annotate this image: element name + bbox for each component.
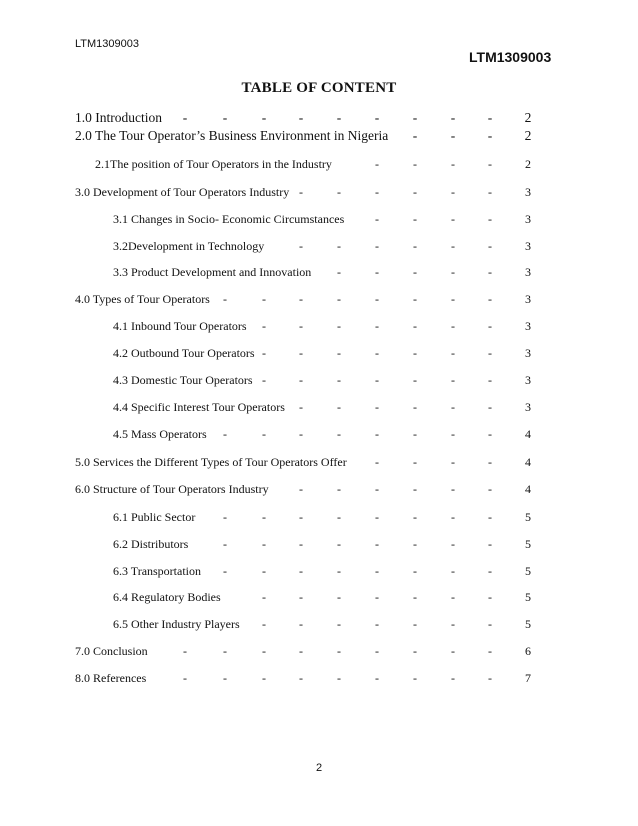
toc-entry	[0, 109, 638, 127]
toc-entry	[0, 127, 638, 145]
toc-entry	[0, 480, 638, 498]
toc-leader-dash: -	[337, 319, 341, 333]
toc-entry-label: 4.5 Mass Operators	[113, 427, 207, 441]
toc-leader-dash: -	[223, 564, 227, 578]
toc-leader-dash: -	[375, 212, 379, 226]
toc-leader-dash: -	[337, 564, 341, 578]
toc-entry	[0, 642, 638, 660]
toc-leader-dash: -	[488, 617, 492, 631]
toc-leader-dash: -	[223, 671, 227, 685]
toc-leader-dash: -	[413, 510, 417, 524]
toc-entry-label: 3.1 Changes in Socio- Economic Circumstances	[113, 212, 345, 226]
toc-entry-page: 6	[525, 644, 531, 658]
toc-leader-dash: -	[488, 346, 492, 360]
toc-leader-dash: -	[299, 644, 303, 658]
toc-entry	[0, 183, 638, 201]
toc-entry-page: 5	[525, 510, 531, 524]
toc-entry-label: 7.0 Conclusion	[75, 644, 148, 658]
toc-leader-dash: -	[488, 537, 492, 551]
toc-entry	[0, 508, 638, 526]
toc-leader-dash: -	[413, 564, 417, 578]
toc-leader-dash: -	[299, 564, 303, 578]
toc-leader-dash: -	[299, 427, 303, 441]
toc-entry-label: 6.2 Distributors	[113, 537, 189, 551]
toc-leader-dash: -	[337, 590, 341, 604]
toc-leader-dash: -	[222, 110, 228, 125]
toc-entry-page: 2	[524, 110, 532, 125]
toc-entry-page: 2	[524, 128, 532, 143]
toc-leader-dash: -	[336, 110, 342, 125]
toc-entry-label: 4.3 Domestic Tour Operators	[113, 373, 253, 387]
toc-entry	[0, 615, 638, 633]
toc-leader-dash: -	[375, 265, 379, 279]
toc-leader-dash: -	[299, 319, 303, 333]
toc-leader-dash: -	[337, 644, 341, 658]
toc-entry-label: 4.2 Outbound Tour Operators	[113, 346, 255, 360]
toc-leader-dash: -	[412, 110, 418, 125]
toc-leader-dash: -	[488, 373, 492, 387]
toc-leader-dash: -	[375, 617, 379, 631]
toc-leader-dash: -	[451, 373, 455, 387]
toc-entry-page: 3	[525, 346, 531, 360]
toc-entry-label: 6.4 Regulatory Bodies	[113, 590, 221, 604]
toc-entry-label: 4.1 Inbound Tour Operators	[113, 319, 247, 333]
toc-entry	[0, 535, 638, 553]
toc-leader-dash: -	[299, 510, 303, 524]
toc-leader-dash: -	[262, 644, 266, 658]
page-number: 2	[315, 762, 323, 774]
toc-leader-dash: -	[488, 157, 492, 171]
toc-leader-dash: -	[451, 157, 455, 171]
toc-leader-dash: -	[337, 617, 341, 631]
toc-leader-dash: -	[337, 510, 341, 524]
toc-leader-dash: -	[262, 346, 266, 360]
toc-leader-dash: -	[413, 671, 417, 685]
toc-entry	[0, 155, 638, 173]
toc-leader-dash: -	[375, 455, 379, 469]
toc-leader-dash: -	[375, 537, 379, 551]
toc-leader-dash: -	[375, 157, 379, 171]
toc-leader-dash: -	[182, 110, 188, 125]
toc-leader-dash: -	[488, 455, 492, 469]
toc-entry-page: 4	[525, 455, 531, 469]
toc-leader-dash: -	[451, 265, 455, 279]
toc-leader-dash: -	[413, 455, 417, 469]
toc-leader-dash: -	[299, 373, 303, 387]
toc-leader-dash: -	[337, 185, 341, 199]
toc-leader-dash: -	[374, 110, 380, 125]
toc-leader-dash: -	[413, 400, 417, 414]
toc-entry	[0, 290, 638, 308]
toc-leader-dash: -	[488, 239, 492, 253]
toc-entry-label: 8.0 References	[75, 671, 147, 685]
toc-leader-dash: -	[375, 319, 379, 333]
toc-leader-dash: -	[488, 482, 492, 496]
toc-leader-dash: -	[262, 292, 266, 306]
toc-entry-page: 4	[525, 427, 531, 441]
toc-leader-dash: -	[299, 482, 303, 496]
toc-entry-page: 3	[525, 292, 531, 306]
toc-leader-dash: -	[487, 110, 493, 125]
header-doc-id-bold: LTM1309003	[469, 49, 552, 65]
toc-leader-dash: -	[337, 482, 341, 496]
toc-entry	[0, 344, 638, 362]
toc-entry	[0, 425, 638, 443]
toc-leader-dash: -	[451, 292, 455, 306]
toc-leader-dash: -	[488, 319, 492, 333]
toc-leader-dash: -	[413, 590, 417, 604]
toc-leader-dash: -	[451, 617, 455, 631]
toc-leader-dash: -	[413, 212, 417, 226]
toc-leader-dash: -	[375, 373, 379, 387]
toc-leader-dash: -	[262, 537, 266, 551]
toc-entry-page: 5	[525, 564, 531, 578]
toc-leader-dash: -	[451, 671, 455, 685]
toc-leader-dash: -	[183, 671, 187, 685]
toc-leader-dash: -	[450, 128, 456, 143]
toc-leader-dash: -	[375, 644, 379, 658]
toc-leader-dash: -	[375, 292, 379, 306]
toc-leader-dash: -	[413, 644, 417, 658]
toc-leader-dash: -	[488, 644, 492, 658]
toc-leader-dash: -	[262, 671, 266, 685]
toc-leader-dash: -	[375, 185, 379, 199]
toc-leader-dash: -	[223, 510, 227, 524]
toc-leader-dash: -	[337, 537, 341, 551]
toc-entry-page: 5	[525, 617, 531, 631]
toc-entry-page: 3	[525, 265, 531, 279]
toc-entry	[0, 562, 638, 580]
toc-entry-label: 3.2Development in Technology	[113, 239, 265, 253]
toc-leader-dash: -	[413, 617, 417, 631]
toc-leader-dash: -	[451, 455, 455, 469]
toc-leader-dash: -	[488, 400, 492, 414]
toc-entry	[0, 317, 638, 335]
toc-leader-dash: -	[262, 319, 266, 333]
toc-leader-dash: -	[451, 212, 455, 226]
toc-entry-label: 2.0 The Tour Operator’s Business Environment in Nigeria	[75, 128, 389, 143]
toc-leader-dash: -	[451, 644, 455, 658]
toc-leader-dash: -	[413, 319, 417, 333]
toc-entry	[0, 210, 638, 228]
toc-leader-dash: -	[487, 128, 493, 143]
toc-entry	[0, 263, 638, 281]
toc-leader-dash: -	[337, 400, 341, 414]
toc-leader-dash: -	[488, 427, 492, 441]
toc-entry-page: 3	[525, 185, 531, 199]
toc-leader-dash: -	[298, 110, 304, 125]
toc-leader-dash: -	[488, 564, 492, 578]
toc-leader-dash: -	[262, 373, 266, 387]
toc-entry-label: 6.1 Public Sector	[113, 510, 196, 524]
toc-leader-dash: -	[223, 537, 227, 551]
toc-entry-page: 5	[525, 537, 531, 551]
toc-entry-label: 2.1The position of Tour Operators in the Industry	[95, 157, 332, 171]
toc-leader-dash: -	[337, 671, 341, 685]
toc-leader-dash: -	[299, 590, 303, 604]
toc-entry-label: 4.4 Specific Interest Tour Operators	[113, 400, 285, 414]
toc-leader-dash: -	[299, 185, 303, 199]
toc-entry	[0, 371, 638, 389]
toc-entry-label: 1.0 Introduction	[75, 110, 162, 125]
toc-leader-dash: -	[337, 427, 341, 441]
toc-entry-label: 6.3 Transportation	[113, 564, 202, 578]
toc-leader-dash: -	[299, 617, 303, 631]
toc-leader-dash: -	[299, 400, 303, 414]
toc-leader-dash: -	[413, 239, 417, 253]
toc-leader-dash: -	[451, 590, 455, 604]
toc-leader-dash: -	[413, 482, 417, 496]
toc-leader-dash: -	[451, 239, 455, 253]
toc-leader-dash: -	[488, 185, 492, 199]
toc-leader-dash: -	[413, 265, 417, 279]
page-title: TABLE OF CONTENT	[241, 80, 397, 96]
toc-entry-page: 5	[525, 590, 531, 604]
toc-leader-dash: -	[451, 482, 455, 496]
toc-entry-page: 3	[525, 373, 531, 387]
toc-entry-page: 2	[525, 157, 531, 171]
toc-leader-dash: -	[299, 671, 303, 685]
toc-leader-dash: -	[183, 644, 187, 658]
toc-leader-dash: -	[413, 346, 417, 360]
toc-leader-dash: -	[375, 346, 379, 360]
toc-leader-dash: -	[262, 590, 266, 604]
toc-leader-dash: -	[450, 110, 456, 125]
toc-leader-dash: -	[413, 185, 417, 199]
toc-leader-dash: -	[375, 482, 379, 496]
toc-entry-label: 6.0 Structure of Tour Operators Industry	[75, 482, 269, 496]
toc-leader-dash: -	[413, 373, 417, 387]
toc-leader-dash: -	[375, 427, 379, 441]
toc-leader-dash: -	[488, 510, 492, 524]
toc-leader-dash: -	[451, 564, 455, 578]
toc-entry-page: 3	[525, 400, 531, 414]
toc-leader-dash: -	[413, 427, 417, 441]
toc-leader-dash: -	[488, 590, 492, 604]
toc-leader-dash: -	[299, 239, 303, 253]
toc-entry-label: 3.0 Development of Tour Operators Industry	[75, 185, 290, 199]
toc-leader-dash: -	[488, 292, 492, 306]
toc-leader-dash: -	[299, 346, 303, 360]
toc-entry-label: 4.0 Types of Tour Operators	[75, 292, 210, 306]
toc-entry-page: 7	[525, 671, 531, 685]
toc-entry	[0, 398, 638, 416]
toc-leader-dash: -	[223, 292, 227, 306]
toc-leader-dash: -	[488, 265, 492, 279]
toc-entry	[0, 669, 638, 687]
toc-leader-dash: -	[299, 537, 303, 551]
toc-leader-dash: -	[261, 110, 267, 125]
toc-leader-dash: -	[413, 157, 417, 171]
toc-leader-dash: -	[451, 400, 455, 414]
toc-leader-dash: -	[337, 239, 341, 253]
toc-leader-dash: -	[451, 537, 455, 551]
toc-leader-dash: -	[413, 292, 417, 306]
toc-leader-dash: -	[451, 319, 455, 333]
toc-entry	[0, 588, 638, 606]
header-doc-id: LTM1309003	[75, 38, 140, 50]
toc-leader-dash: -	[451, 510, 455, 524]
toc-leader-dash: -	[488, 212, 492, 226]
toc-leader-dash: -	[375, 671, 379, 685]
toc-leader-dash: -	[375, 564, 379, 578]
toc-leader-dash: -	[337, 292, 341, 306]
toc-leader-dash: -	[223, 427, 227, 441]
toc-entry-label: 3.3 Product Development and Innovation	[113, 265, 312, 279]
toc-leader-dash: -	[451, 346, 455, 360]
toc-leader-dash: -	[262, 564, 266, 578]
toc-entry-label: 5.0 Services the Different Types of Tour Operators Offer	[75, 455, 347, 469]
toc-leader-dash: -	[375, 239, 379, 253]
toc-entry-page: 3	[525, 319, 531, 333]
toc-leader-dash: -	[413, 537, 417, 551]
toc-entry-page: 3	[525, 239, 531, 253]
toc-entry-page: 3	[525, 212, 531, 226]
toc-entry-page: 4	[525, 482, 531, 496]
toc-leader-dash: -	[299, 292, 303, 306]
toc-leader-dash: -	[337, 373, 341, 387]
toc-leader-dash: -	[223, 644, 227, 658]
toc-entry	[0, 237, 638, 255]
toc-leader-dash: -	[412, 128, 418, 143]
toc-leader-dash: -	[337, 346, 341, 360]
toc-leader-dash: -	[337, 265, 341, 279]
toc-leader-dash: -	[375, 510, 379, 524]
toc-leader-dash: -	[262, 427, 266, 441]
toc-leader-dash: -	[451, 185, 455, 199]
toc-entry	[0, 453, 638, 471]
toc-leader-dash: -	[375, 590, 379, 604]
toc-leader-dash: -	[451, 427, 455, 441]
toc-leader-dash: -	[375, 400, 379, 414]
toc-entry-label: 6.5 Other Industry Players	[113, 617, 240, 631]
toc-leader-dash: -	[262, 510, 266, 524]
toc-leader-dash: -	[262, 617, 266, 631]
toc-leader-dash: -	[488, 671, 492, 685]
